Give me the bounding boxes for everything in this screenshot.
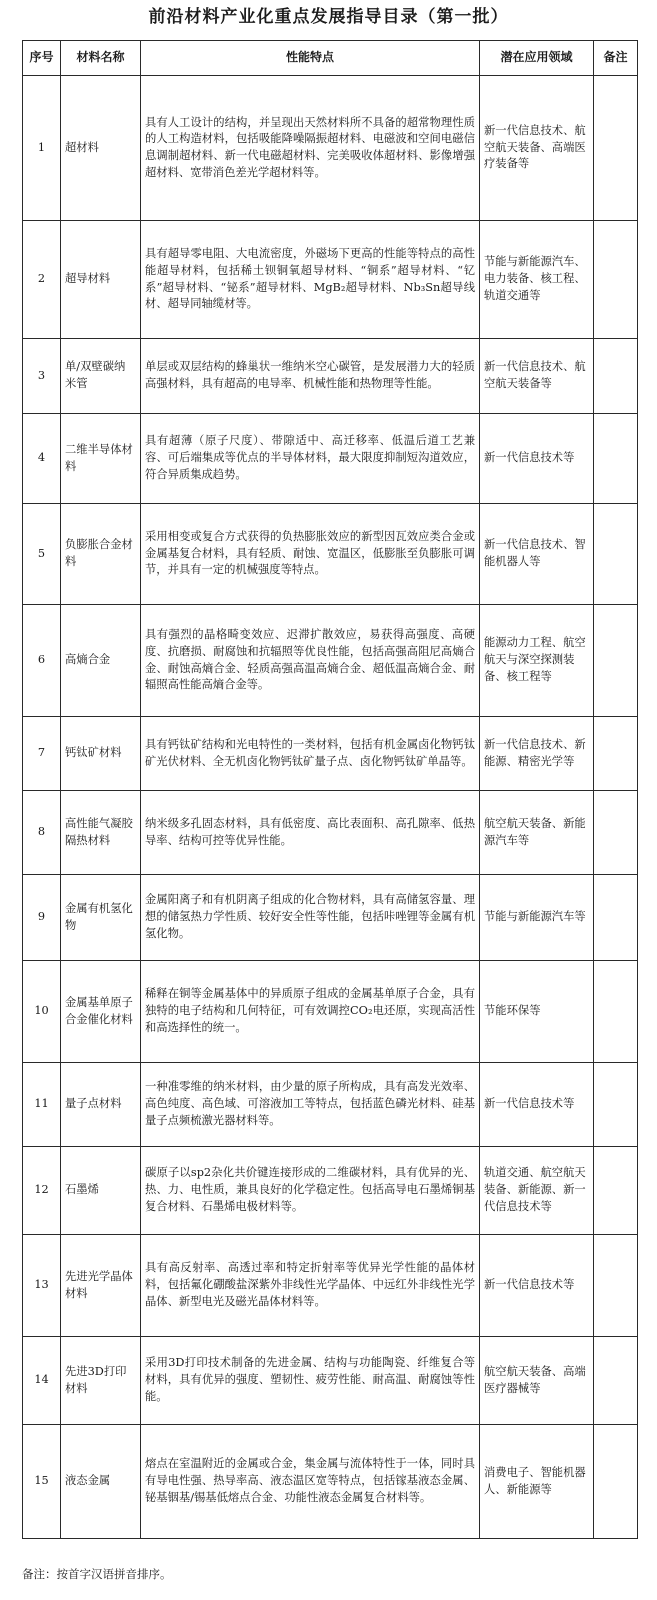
cell-no: 6 xyxy=(23,605,61,717)
table-row xyxy=(23,791,638,875)
cell-applications: 航空航天装备、高端医疗器械等 xyxy=(480,1337,594,1425)
cell-name: 负膨胀合金材料 xyxy=(61,504,141,605)
header-name: 材料名称 xyxy=(61,41,141,76)
cell-no: 8 xyxy=(23,791,61,875)
cell-no: 2 xyxy=(23,221,61,339)
cell-applications: 新一代信息技术、航空航天装备等 xyxy=(480,339,594,414)
cell-applications: 新一代信息技术、智能机器人等 xyxy=(480,504,594,605)
cell-features: 具有超导零电阻、大电流密度，外磁场下更高的性能等特点的高性能超导材料，包括稀土钡铜氧超导材料、“铜系”超导材料、“钇系”超导材料、“铋系”超导材料、MgB₂超导材料、Nb₃Sn超导线材、超导同轴缆材等。 xyxy=(141,221,480,339)
cell-applications: 新一代信息技术、新能源、精密光学等 xyxy=(480,717,594,791)
cell-name: 金属有机氢化物 xyxy=(61,875,141,961)
table-row xyxy=(23,1425,638,1539)
cell-features: 一种准零维的纳米材料，由少量的原子所构成，具有高发光效率、高色纯度、高色域、可溶液加工等特点，包括蓝色磷光材料、硅基量子点频梳激光器材料等。 xyxy=(141,1063,480,1147)
table-row xyxy=(23,605,638,717)
cell-name: 单/双壁碳纳米管 xyxy=(61,339,141,414)
header-remarks: 备注 xyxy=(594,41,638,76)
cell-no: 15 xyxy=(23,1425,61,1539)
cell-remarks xyxy=(594,961,638,1063)
cell-no: 13 xyxy=(23,1235,61,1337)
cell-remarks xyxy=(594,1425,638,1539)
cell-features: 具有人工设计的结构，并呈现出天然材料所不具备的超常物理性质的人工构造材料，包括吸能降噪隔振超材料、电磁波和空间电磁信息调制超材料、新一代电磁超材料、完美吸收体超材料、影像增强超材料、宽带消色差光学超材料等。 xyxy=(141,76,480,221)
cell-applications: 节能环保等 xyxy=(480,961,594,1063)
cell-features: 采用相变或复合方式获得的负热膨胀效应的新型因瓦效应类合金或金属基复合材料，具有轻质、耐蚀、宽温区，低膨胀至负膨胀可调节，并具有一定的机械强度等特点。 xyxy=(141,504,480,605)
cell-applications: 消费电子、智能机器人、新能源等 xyxy=(480,1425,594,1539)
table-row xyxy=(23,961,638,1063)
table-row xyxy=(23,1063,638,1147)
cell-applications: 新一代信息技术等 xyxy=(480,414,594,504)
cell-no: 10 xyxy=(23,961,61,1063)
cell-no: 12 xyxy=(23,1147,61,1235)
cell-features: 具有高反射率、高透过率和特定折射率等优异光学性能的晶体材料，包括氟化硼酸盐深紫外非线性光学晶体、中远红外非线性光学晶体、新型电光及磁光晶体材料等。 xyxy=(141,1235,480,1337)
table-row xyxy=(23,221,638,339)
cell-no: 3 xyxy=(23,339,61,414)
table-row xyxy=(23,76,638,221)
table-row xyxy=(23,875,638,961)
table-row xyxy=(23,504,638,605)
cell-no: 11 xyxy=(23,1063,61,1147)
cell-applications: 节能与新能源汽车、电力装备、核工程、轨道交通等 xyxy=(480,221,594,339)
cell-applications: 节能与新能源汽车等 xyxy=(480,875,594,961)
cell-no: 4 xyxy=(23,414,61,504)
cell-no: 9 xyxy=(23,875,61,961)
table-row xyxy=(23,717,638,791)
cell-remarks xyxy=(594,76,638,221)
cell-no: 14 xyxy=(23,1337,61,1425)
cell-name: 高熵合金 xyxy=(61,605,141,717)
cell-remarks xyxy=(594,605,638,717)
cell-remarks xyxy=(594,414,638,504)
cell-remarks xyxy=(594,1235,638,1337)
cell-name: 石墨烯 xyxy=(61,1147,141,1235)
cell-remarks xyxy=(594,875,638,961)
cell-features: 具有钙钛矿结构和光电特性的一类材料，包括有机金属卤化物钙钛矿光伏材料、全无机卤化物钙钛矿量子点、卤化物钙钛矿单晶等。 xyxy=(141,717,480,791)
cell-remarks xyxy=(594,1063,638,1147)
cell-applications: 轨道交通、航空航天装备、新能源、新一代信息技术等 xyxy=(480,1147,594,1235)
cell-applications: 新一代信息技术等 xyxy=(480,1063,594,1147)
cell-applications: 新一代信息技术、航空航天装备、高端医疗装备等 xyxy=(480,76,594,221)
cell-features: 熔点在室温附近的金属或合金，集金属与流体特性于一体，同时具有导电性强、热导率高、液态温区宽等特点，包括镓基液态金属、铋基铟基/锡基低熔点合金、功能性液态金属复合材料等。 xyxy=(141,1425,480,1539)
table-row xyxy=(23,1147,638,1235)
cell-features: 采用3D打印技术制备的先进金属、结构与功能陶瓷、纤维复合等材料，具有优异的强度、塑韧性、疲劳性能、耐高温、耐腐蚀等性能。 xyxy=(141,1337,480,1425)
cell-name: 金属基单原子合金催化材料 xyxy=(61,961,141,1063)
catalog-table xyxy=(22,40,638,1539)
header-no: 序号 xyxy=(23,41,61,76)
cell-remarks xyxy=(594,1337,638,1425)
cell-no: 5 xyxy=(23,504,61,605)
footnote: 备注：按首字汉语拼音排序。 xyxy=(22,1567,172,1581)
cell-no: 7 xyxy=(23,717,61,791)
cell-features: 稀释在铜等金属基体中的异质原子组成的金属基单原子合金，具有独特的电子结构和几何特征，可有效调控CO₂电还原，实现高活性和高选择性的统一。 xyxy=(141,961,480,1063)
table-row xyxy=(23,1337,638,1425)
cell-remarks xyxy=(594,504,638,605)
cell-no: 1 xyxy=(23,76,61,221)
cell-name: 先进光学晶体材料 xyxy=(61,1235,141,1337)
cell-name: 二维半导体材料 xyxy=(61,414,141,504)
cell-applications: 能源动力工程、航空航天与深空探测装备、核工程等 xyxy=(480,605,594,717)
cell-applications: 航空航天装备、新能源汽车等 xyxy=(480,791,594,875)
cell-remarks xyxy=(594,791,638,875)
cell-name: 液态金属 xyxy=(61,1425,141,1539)
cell-remarks xyxy=(594,717,638,791)
cell-features: 碳原子以sp2杂化共价键连接形成的二维碳材料，具有优异的光、热、力、电性质，兼具良好的化学稳定性。包括高导电石墨烯铜基复合材料、石墨烯电极材料等。 xyxy=(141,1147,480,1235)
cell-remarks xyxy=(594,1147,638,1235)
cell-remarks xyxy=(594,339,638,414)
header-row xyxy=(23,41,638,76)
cell-features: 金属阳离子和有机阴离子组成的化合物材料，具有高储氢容量、理想的储氢热力学性质、较好安全性等性能，包括咔唑锂等金属有机氢化物。 xyxy=(141,875,480,961)
table-row xyxy=(23,1235,638,1337)
cell-features: 具有强烈的晶格畸变效应、迟滞扩散效应，易获得高强度、高硬度、抗磨损、耐腐蚀和抗辐照等优良性能，包括高强高阻尼高熵合金、耐蚀高熵合金、轻质高强高温高熵合金、超低温高熵合金、耐辐照高性能高熵合金等。 xyxy=(141,605,480,717)
document-title: 前沿材料产业化重点发展指导目录（第一批） xyxy=(148,7,509,27)
cell-features: 纳米级多孔固态材料，具有低密度、高比表面积、高孔隙率、低热导率、结构可控等优异性能。 xyxy=(141,791,480,875)
cell-name: 钙钛矿材料 xyxy=(61,717,141,791)
header-features: 性能特点 xyxy=(141,41,480,76)
cell-name: 量子点材料 xyxy=(61,1063,141,1147)
cell-features: 具有超薄（原子尺度）、带隙适中、高迁移率、低温后道工艺兼容、可后端集成等优点的半导体材料，最大限度抑制短沟道效应，符合异质集成趋势。 xyxy=(141,414,480,504)
table-row xyxy=(23,339,638,414)
cell-applications: 新一代信息技术等 xyxy=(480,1235,594,1337)
cell-name: 高性能气凝胶隔热材料 xyxy=(61,791,141,875)
cell-features: 单层或双层结构的蜂巢状一维纳米空心碳管，是发展潜力大的轻质高强材料，具有超高的电导率、机械性能和热物理等性能。 xyxy=(141,339,480,414)
cell-name: 超导材料 xyxy=(61,221,141,339)
cell-remarks xyxy=(594,221,638,339)
table-row xyxy=(23,414,638,504)
header-applications: 潜在应用领域 xyxy=(480,41,594,76)
cell-name: 先进3D打印材料 xyxy=(61,1337,141,1425)
cell-name: 超材料 xyxy=(61,76,141,221)
